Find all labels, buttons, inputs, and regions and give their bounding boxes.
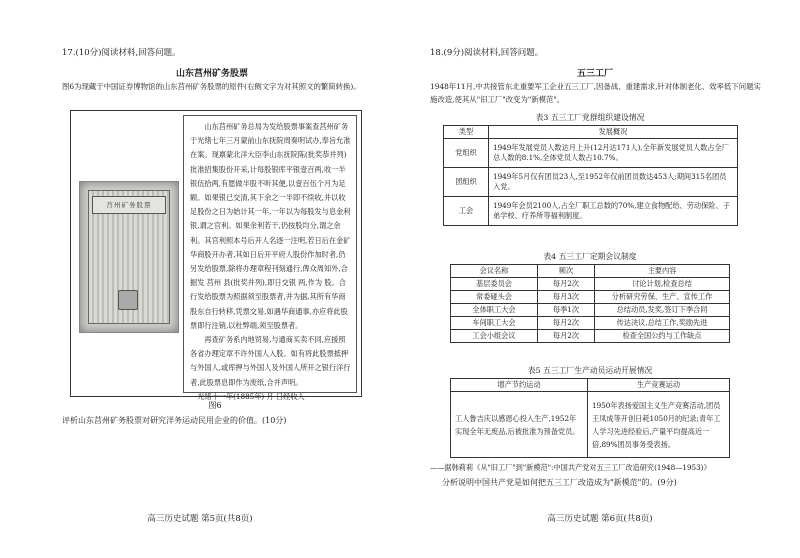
table-cell: 每月2次 [538, 317, 595, 330]
table-cell: 传达决议,总结工作,奖励先进 [595, 317, 730, 330]
table-row [451, 317, 730, 330]
table-5 [450, 378, 730, 458]
table-3 [443, 125, 738, 226]
q18-source: ——据韩莉莉《从"旧工厂"到"新模范":中国共产党对五三工厂改造研究(1948—1953)》 [430, 463, 711, 472]
table-row [444, 197, 738, 226]
figure-6-caption: 图6 [208, 401, 222, 410]
table4-header-name: 会议名称 [451, 265, 538, 278]
table-cell: 每月2次 [538, 278, 595, 291]
table-cell: 全体职工大会 [451, 304, 538, 317]
page-6 [400, 0, 800, 558]
table-cell: 总结动员,发奖,签订下季合同 [595, 304, 730, 317]
table4-header-frequency: 频次 [538, 265, 595, 278]
page-5-footer: 高三历史试题 第5页(共8页) [147, 514, 253, 524]
question-18-head: 18.(9分)阅读材料,回答问题。 [430, 48, 544, 58]
table3-header-overview: 发展概况 [489, 126, 738, 139]
q18-intro: 1948年11月,中共接管东北重要军工企业五三工厂,因备战、重建需求,针对体制老化、效率低下问题实施改造,使其从"旧工厂"改变为"新模范"。 [430, 82, 761, 104]
table-cell: 基层委员会 [451, 278, 538, 291]
transcription-box [183, 115, 357, 401]
table-row [444, 139, 738, 168]
table5-header-competition: 生产竞赛运动 [588, 379, 730, 392]
table-row [451, 330, 730, 343]
table-row [444, 168, 738, 197]
table-cell: 工会 [444, 197, 489, 226]
table-cell: 每月3次 [538, 291, 595, 304]
table-cell: 讨论计划,检查总结 [595, 278, 730, 291]
transcription-text [190, 120, 352, 401]
table3-header-type: 类型 [444, 126, 489, 139]
table-cell: 每季1次 [538, 304, 595, 317]
table-cell: 分析研究劳保、生产、宣传工作 [595, 291, 730, 304]
page-6-footer: 高三历史试题 第6页(共8页) [547, 514, 653, 524]
stock-image-header: 莒州矿务股票 [92, 196, 166, 214]
table-cell: 每月2次 [538, 330, 595, 343]
table-row [451, 291, 730, 304]
table-cell: 1950年表扬爱国主义生产竞赛活动,团员王凤成等开创日耗1050月的纪录;青年工人学习先进经验后,产量平均提高近一倍,89%团员事务受表扬。 [588, 392, 730, 458]
table-cell: 车间职工大会 [451, 317, 538, 330]
q17-title: 山东莒州矿务股票 [175, 69, 248, 79]
stock-certificate-image [79, 181, 179, 333]
doc-date: 光绪十一年(1885年) 月 日经收人 [197, 391, 305, 401]
table-row [451, 278, 730, 291]
table-4-caption: 表4 五三工厂定期会议制度 [543, 252, 637, 261]
table-cell: 1949年5月仅有团员23人,至1952年仅前团员数达453人;期间315名团员入党。 [489, 168, 738, 197]
table-cell: 检查全国公约与工作缺点 [595, 330, 730, 343]
q18-title: 五三工厂 [576, 69, 613, 79]
table-row [451, 304, 730, 317]
table-cell: 1949年会员2100人,占全厂职工总数的70%,建立食物配给、劳动保险、子弟学校、疗养所等福利制度。 [489, 197, 738, 226]
doc-paragraph-2: 再查矿务系内地贸易,与通商买卖不同,应援照各省办理定章不许外国人入股。如有将此股票抵押与外国人,或库押与外国人及外国人所开之银行洋行者,此股票息即作为废纸,合并声明。 [190, 335, 351, 387]
table-cell: 党组织 [444, 139, 489, 168]
table-3-caption: 表3 五三工厂党群组织建设情况 [535, 113, 645, 122]
table4-header-content: 主要内容 [595, 265, 730, 278]
table5-header-savings: 增产节约运动 [451, 379, 588, 392]
table-row [451, 392, 730, 458]
table-cell: 工会小组会议 [451, 330, 538, 343]
doc-paragraph-1: 山东莒州矿务总局为发给股票事案查莒州矿务于光绪七年三月蒙前山东抚院周奏明试办,奉旨允准在案。现禀蒙北洋大臣李山东抚院陈(批奖恭并列)批准招集股份开采,计每股银库平银壹百两,收一半银伍拾两,有愿做半股不听其便,以壹百伍个月为足额。如果银已交清,其下余之一半即不续收,并以收足股份之日为始计其一年,一年以为每股发与息金利银,谓之官利。如果余利若干,仍按股均分,谓之余利。其官利照本号后开人名逐一注明,若日后在金矿华商股开办者,其如日后开平府人股份作加时者,仍另发给股票,除将办理章程刊刻通行,俾众周知外,合掘发 莒州 县(批奖并列),即日交银 两,作为 股。合行发给股票为照据须至股票者,并为据,其所有华商股东自行转移,凭票交易,如遇华商通事,亦应将此股票即行注销,以杜弊端,须至股票者。 [190, 122, 351, 330]
question-17-head: 17.(10分)阅读材料,回答问题。 [62, 48, 181, 58]
table-cell: 团组织 [444, 168, 489, 197]
table-4 [450, 264, 730, 343]
stock-figure-frame [70, 110, 362, 401]
seal-stamp [118, 290, 138, 310]
table-cell: 常委碰头会 [451, 291, 538, 304]
q17-intro: 图6为现藏于中国证券博物馆的山东莒州矿务股票的原件(右侧文字为对其照文的繁简转换)。 [62, 82, 361, 91]
q17-task: 评析山东莒州矿务股票对研究洋务运动民用企业的价值。(10分) [62, 416, 287, 425]
table-5-caption: 表5 五三工厂生产动员运动开展情况 [527, 366, 653, 375]
table-cell: 1949年发展党员人数达月上升(12月达171人),全年新发展党员人数占全厂总人数的8.1%,全体党员人数占10.7%。 [489, 139, 738, 168]
q18-task: 分析说明中国共产党是如何把五三工厂改造成为"新模范"的。(9分) [442, 478, 677, 487]
table-cell: 工人鲁吉庆以感恩心投入生产,1952年实现全年无废品,后被批准为预备党员。 [451, 392, 588, 458]
